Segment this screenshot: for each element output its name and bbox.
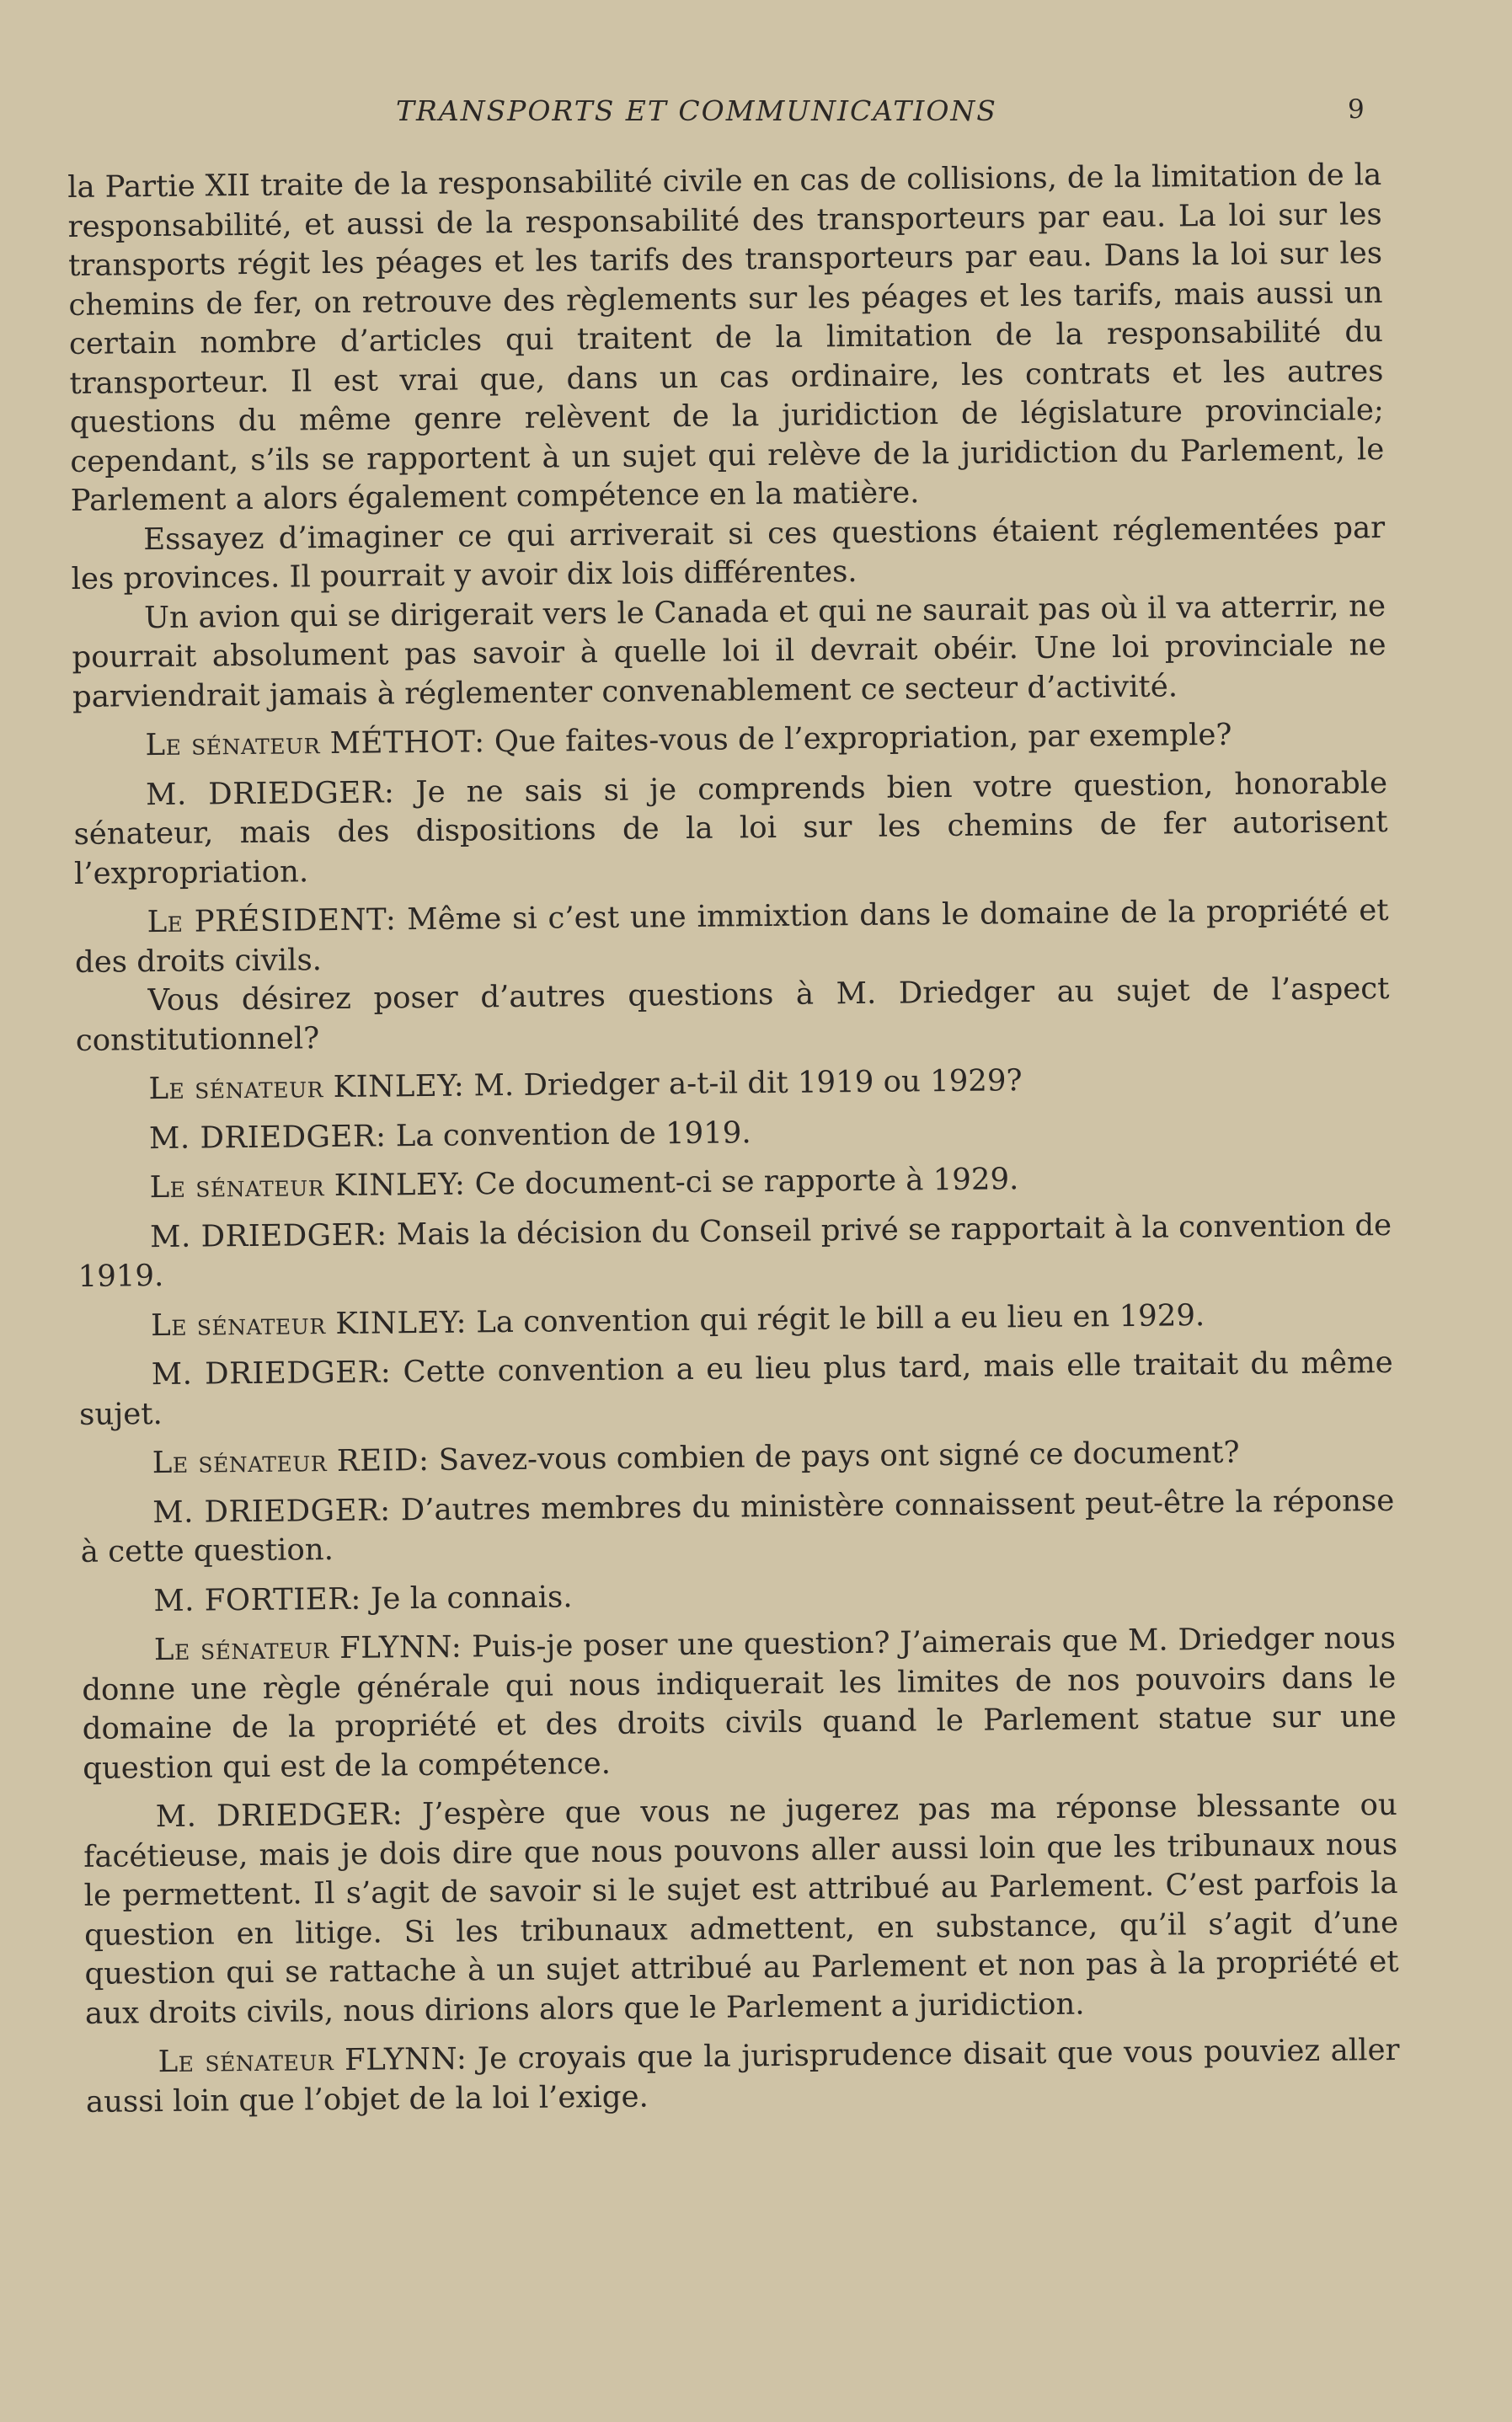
paragraph xyxy=(82,1619,1397,1788)
speaker-label: M. DRIEDGER: xyxy=(145,774,395,812)
paragraph-text: Que faites-vous de l’expropriation, par exemple? xyxy=(494,717,1232,760)
speaker-label: Le sénateur KINLEY: xyxy=(148,1068,465,1107)
paragraph-text: Je la connais. xyxy=(370,1579,573,1617)
paragraph-text: Ce document-ci se rapporte à 1929. xyxy=(474,1162,1019,1202)
paragraph xyxy=(77,1157,1391,1208)
paragraph xyxy=(73,763,1388,893)
paragraph-text: M. Driedger a-t-il dit 1919 ou 1929? xyxy=(473,1063,1023,1104)
speaker-label: M. DRIEDGER: xyxy=(148,1118,387,1156)
paragraph xyxy=(71,509,1386,600)
paragraph-text: Un avion qui se dirigerait vers le Canada et qui ne saurait pas où il va atterrir, ne pourrait absolument pas savoir à quelle loi il devrait obéir. Une loi provinciale ne parviendrait jamais à réglementer convenablement ce secteur d’activité. xyxy=(72,588,1386,714)
speaker-label: M. DRIEDGER: xyxy=(151,1355,392,1393)
paragraph xyxy=(72,587,1386,717)
speaker-label: Le sénateur MÉTHOT: xyxy=(145,724,485,763)
speaker-label: M. DRIEDGER: xyxy=(149,1216,387,1254)
speaker-label: M. FORTIER: xyxy=(153,1581,362,1618)
paragraph-text: Cette convention a eu lieu plus tard, mais elle traitait du même sujet. xyxy=(79,1345,1393,1432)
paragraph xyxy=(72,714,1386,766)
paragraph xyxy=(80,1432,1394,1484)
speaker-label: Le sénateur KINLEY: xyxy=(149,1167,466,1206)
paragraph xyxy=(75,970,1390,1061)
speaker-label: Le sénateur FLYNN: xyxy=(158,2041,467,2080)
paragraph xyxy=(74,891,1389,982)
speaker-label: Le PRÉSIDENT: xyxy=(147,902,397,940)
paragraph xyxy=(77,1107,1391,1158)
paragraph-text: Mais la décision du Conseil privé se rapportait à la convention de 1919. xyxy=(77,1207,1392,1294)
running-title: TRANSPORTS ET COMMUNICATIONS xyxy=(396,94,997,127)
speaker-label: Le sénateur FLYNN: xyxy=(153,1629,462,1668)
paragraph xyxy=(67,156,1385,521)
paragraph-text: Même si c’est une immixtion dans le domaine de la propriété et des droits civils. xyxy=(74,892,1389,980)
paragraph-text: La convention de 1919. xyxy=(395,1115,751,1153)
paragraph-text: Je ne sais si je comprends bien votre question, honorable sénateur, mais des dispositions de la loi sur les chemins de fer autorisent l’expropriation. xyxy=(73,765,1388,891)
speaker-label: M. DRIEDGER: xyxy=(155,1797,403,1835)
paragraph-text: La convention qui régit le bill a eu lieu en 1929. xyxy=(476,1297,1205,1339)
body-text xyxy=(67,156,1400,2122)
paragraph xyxy=(79,1344,1394,1435)
paragraph-text: D’autres membres du ministère connaissent peut-être la réponse à cette question. xyxy=(80,1483,1395,1569)
paragraph xyxy=(76,1058,1390,1109)
paragraph xyxy=(77,1206,1392,1297)
paragraph-text: Savez-vous combien de pays ont signé ce document? xyxy=(438,1435,1240,1478)
paragraph xyxy=(83,1786,1400,2034)
paragraph xyxy=(80,1481,1395,1572)
page-number: 9 xyxy=(1348,94,1365,125)
paragraph-text: Vous désirez poser d’autres questions à M. Driedger au sujet de l’aspect constitutionnel? xyxy=(75,970,1390,1058)
paragraph-text: Puis-je poser une question? J’aimerais que M. Driedger nous donne une règle générale qui nous indiquerait les limites de nos pouvoirs dans le domaine de la propriété et des droits civils quand le Parlement statue sur une question qui est de la compétence. xyxy=(82,1620,1397,1786)
paragraph-text: Je croyais que la jurisprudence disait que vous pouviez aller aussi loin que l’objet de la loi l’exige. xyxy=(85,2032,1400,2120)
speaker-label: M. DRIEDGER: xyxy=(152,1492,391,1530)
speaker-label: Le sénateur REID: xyxy=(152,1442,430,1481)
paragraph-text: la Partie XII traite de la responsabilité civile en cas de collisions, de la limitation de la responsabilité, et aussi de la responsabilité des transporteurs par eau. La loi sur les transports régit les péages et les tarifs des transporteurs par eau. Dans la loi sur les chemins de fer, on retrouve des règlements sur les péages et les tarifs, mais aussi un certain nombre d’articles qui traitent de la limitation de la responsabilité du transporteur. Il est vrai que, dans un cas ordinaire, les contrats et les autres questions du même genre relèvent de la juridiction de législature provinciale; cependant, s’ils se rapportent à un sujet qui relève de la juridiction du Parlement, le Parlement a alors également compétence en la matière. xyxy=(67,158,1385,518)
paragraph xyxy=(85,2031,1400,2122)
speaker-label: Le sénateur KINLEY: xyxy=(150,1305,467,1343)
paragraph-text: Essayez d’imaginer ce qui arriverait si ces questions étaient réglementées par les provinces. Il pourrait y avoir dix lois différentes. xyxy=(71,510,1386,596)
paragraph xyxy=(81,1569,1395,1621)
paragraph-text: J’espère que vous ne jugerez pas ma réponse blessante ou facétieuse, mais je dois dire que nous pouvons aller aussi loin que les tribunaux nous le permettent. Il s’agit de savoir si le sujet est attribué au Parlement. C’est parfois la question en litige. Si les tribunaux admettent, en substance, qu’il s’agit d’une question qui se rattache à un sujet attribué au Parlement et non pas à la propriété et aux droits civils, nous dirions alors que le Parlement a juridiction. xyxy=(83,1787,1399,2031)
running-head xyxy=(0,94,1512,136)
paragraph xyxy=(78,1294,1392,1345)
